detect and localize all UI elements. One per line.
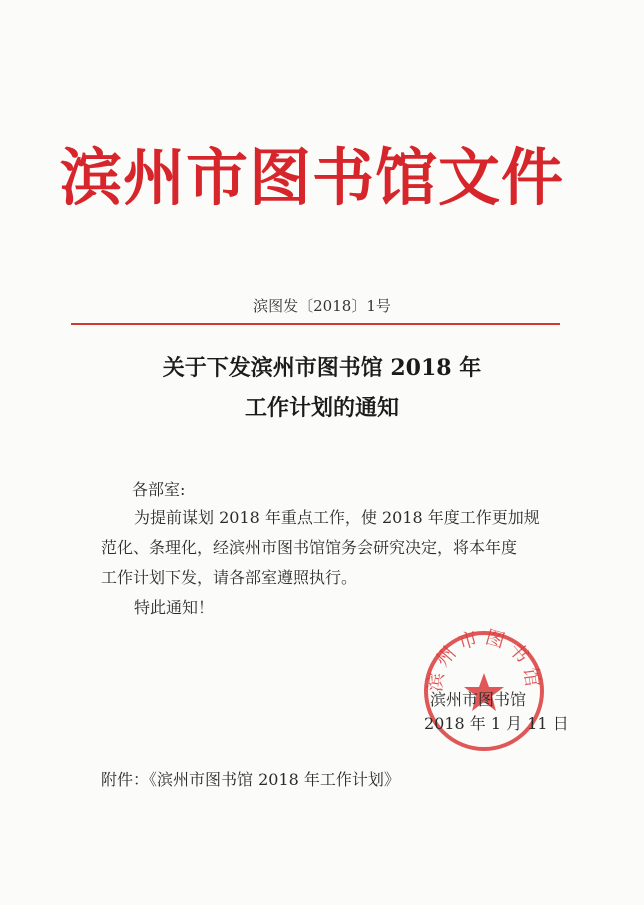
signature-date: 2018 年 1 月 11 日 (424, 714, 569, 733)
red-divider-rule (71, 323, 560, 325)
body-paragraph-line-3: 工作计划下发，请各部室遵照执行。 (101, 568, 358, 587)
body-paragraph-line-1: 为提前谋划 2018 年重点工作，使 2018 年度工作更加规 (134, 508, 540, 527)
notice-title-line-2: 工作计划的通知 (244, 395, 399, 421)
document-number: 滨图发〔2018〕1号 (253, 297, 391, 315)
attachment-line: 附件：《滨州市图书馆 2018 年工作计划》 (101, 770, 400, 789)
body-paragraph-line-2: 范化、条理化，经滨州市图书馆馆务会研究决定，将本年度 (101, 538, 518, 557)
notice-title-line-1: 关于下发滨州市图书馆 2018 年 (162, 355, 482, 381)
closing-line: 特此通知！ (134, 598, 215, 617)
seal-text: 滨州市图书馆 (423, 627, 545, 694)
salutation: 各部室: (132, 480, 186, 499)
signature-organization: 滨州市图书馆 (430, 690, 527, 709)
document-header-title: 滨州市图书馆文件 (60, 141, 565, 214)
